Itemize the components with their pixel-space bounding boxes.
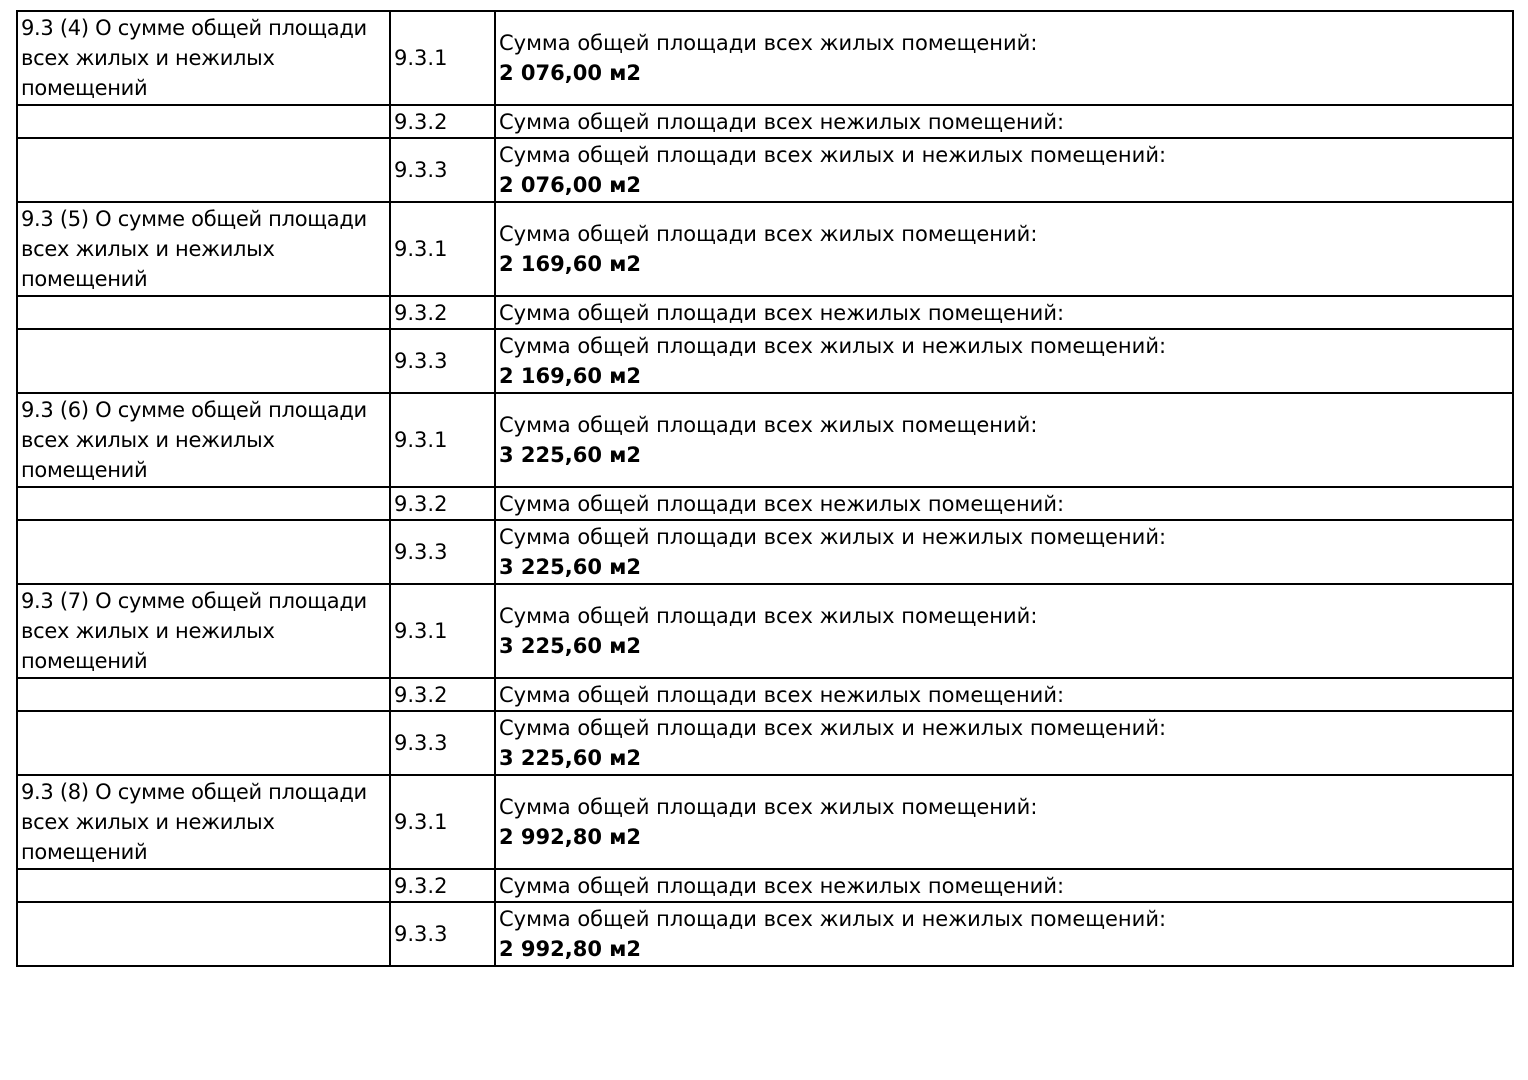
item-code-cell — [390, 520, 495, 584]
item-description-cell — [495, 869, 1513, 902]
section-title: 9.3 (7) О сумме общей площади всех жилых и нежилых помещений — [21, 589, 367, 673]
section-title-cell — [17, 711, 390, 775]
section-title-cell — [17, 329, 390, 393]
section-title-cell — [17, 11, 390, 105]
section-title-cell — [17, 138, 390, 202]
item-label: Сумма общей площади всех жилых и нежилых помещений: — [499, 907, 1167, 931]
item-description-cell — [495, 393, 1513, 487]
table-row — [17, 584, 1513, 678]
item-description-cell — [495, 487, 1513, 520]
item-description-cell — [495, 296, 1513, 329]
item-label: Сумма общей площади всех жилых и нежилых помещений: — [499, 143, 1167, 167]
table-row — [17, 487, 1513, 520]
item-description-cell — [495, 584, 1513, 678]
item-code: 9.3.2 — [394, 682, 448, 707]
item-label: Сумма общей площади всех жилых помещений: — [499, 222, 1038, 246]
item-description-cell — [495, 678, 1513, 711]
item-value: 3 225,60 м2 — [499, 634, 642, 658]
section-title-cell — [17, 296, 390, 329]
item-label: Сумма общей площади всех жилых помещений: — [499, 604, 1038, 628]
item-value: 2 992,80 м2 — [499, 937, 642, 961]
section-title: 9.3 (6) О сумме общей площади всех жилых и нежилых помещений — [21, 398, 367, 482]
item-code-cell — [390, 711, 495, 775]
item-value: 3 225,60 м2 — [499, 746, 642, 770]
item-code: 9.3.1 — [394, 428, 448, 452]
section-title-cell — [17, 202, 390, 296]
item-code: 9.3.3 — [394, 349, 448, 373]
section-title: 9.3 (4) О сумме общей площади всех жилых и нежилых помещений — [21, 16, 367, 100]
item-label: Сумма общей площади всех нежилых помещений: — [499, 682, 1065, 707]
item-label: Сумма общей площади всех жилых помещений: — [499, 413, 1038, 437]
item-label: Сумма общей площади всех жилых и нежилых помещений: — [499, 716, 1167, 740]
table-row — [17, 202, 1513, 296]
item-label: Сумма общей площади всех жилых и нежилых помещений: — [499, 334, 1167, 358]
item-code: 9.3.2 — [394, 109, 448, 134]
table-row — [17, 902, 1513, 966]
table-body — [17, 11, 1513, 966]
item-description-cell — [495, 202, 1513, 296]
item-code: 9.3.3 — [394, 540, 448, 564]
section-title: 9.3 (8) О сумме общей площади всех жилых и нежилых помещений — [21, 780, 367, 864]
table-row — [17, 775, 1513, 869]
item-label: Сумма общей площади всех нежилых помещений: — [499, 300, 1065, 325]
item-description-cell — [495, 329, 1513, 393]
item-value: 2 076,00 м2 — [499, 173, 642, 197]
item-description-cell — [495, 138, 1513, 202]
table-row — [17, 329, 1513, 393]
item-label: Сумма общей площади всех жилых помещений: — [499, 795, 1038, 819]
item-code: 9.3.1 — [394, 237, 448, 261]
item-code: 9.3.2 — [394, 491, 448, 516]
item-code-cell — [390, 775, 495, 869]
table-row — [17, 711, 1513, 775]
item-value: 3 225,60 м2 — [499, 443, 642, 467]
table-row — [17, 520, 1513, 584]
section-title-cell — [17, 869, 390, 902]
item-code-cell — [390, 11, 495, 105]
item-label: Сумма общей площади всех нежилых помещений: — [499, 491, 1065, 516]
item-label: Сумма общей площади всех жилых и нежилых помещений: — [499, 525, 1167, 549]
item-code: 9.3.2 — [394, 873, 448, 898]
item-code: 9.3.3 — [394, 158, 448, 182]
item-label: Сумма общей площади всех жилых помещений: — [499, 31, 1038, 55]
item-code: 9.3.3 — [394, 731, 448, 755]
section-title-cell — [17, 902, 390, 966]
item-code-cell — [390, 678, 495, 711]
item-code-cell — [390, 393, 495, 487]
item-code: 9.3.1 — [394, 619, 448, 643]
section-title-cell — [17, 584, 390, 678]
item-code-cell — [390, 329, 495, 393]
table-row — [17, 678, 1513, 711]
table-row — [17, 296, 1513, 329]
item-code-cell — [390, 869, 495, 902]
item-code: 9.3.2 — [394, 300, 448, 325]
table-row — [17, 393, 1513, 487]
section-title-cell — [17, 487, 390, 520]
area-summary-table — [16, 10, 1514, 967]
item-description-cell — [495, 11, 1513, 105]
item-code-cell — [390, 487, 495, 520]
item-value: 2 076,00 м2 — [499, 61, 642, 85]
item-label: Сумма общей площади всех нежилых помещений: — [499, 109, 1065, 134]
table-row — [17, 105, 1513, 138]
section-title-cell — [17, 105, 390, 138]
section-title-cell — [17, 775, 390, 869]
item-code-cell — [390, 584, 495, 678]
item-code-cell — [390, 105, 495, 138]
item-code: 9.3.3 — [394, 922, 448, 946]
section-title-cell — [17, 520, 390, 584]
item-value: 2 992,80 м2 — [499, 825, 642, 849]
table-row — [17, 138, 1513, 202]
section-title-cell — [17, 678, 390, 711]
item-description-cell — [495, 105, 1513, 138]
item-code-cell — [390, 202, 495, 296]
item-code-cell — [390, 138, 495, 202]
section-title-cell — [17, 393, 390, 487]
item-description-cell — [495, 775, 1513, 869]
item-value: 3 225,60 м2 — [499, 555, 642, 579]
item-label: Сумма общей площади всех нежилых помещений: — [499, 873, 1065, 898]
item-code-cell — [390, 296, 495, 329]
item-description-cell — [495, 520, 1513, 584]
table-row — [17, 11, 1513, 105]
item-code-cell — [390, 902, 495, 966]
item-code: 9.3.1 — [394, 46, 448, 70]
item-description-cell — [495, 711, 1513, 775]
section-title: 9.3 (5) О сумме общей площади всех жилых и нежилых помещений — [21, 207, 367, 291]
item-value: 2 169,60 м2 — [499, 252, 642, 276]
item-description-cell — [495, 902, 1513, 966]
item-value: 2 169,60 м2 — [499, 364, 642, 388]
table-row — [17, 869, 1513, 902]
item-code: 9.3.1 — [394, 810, 448, 834]
